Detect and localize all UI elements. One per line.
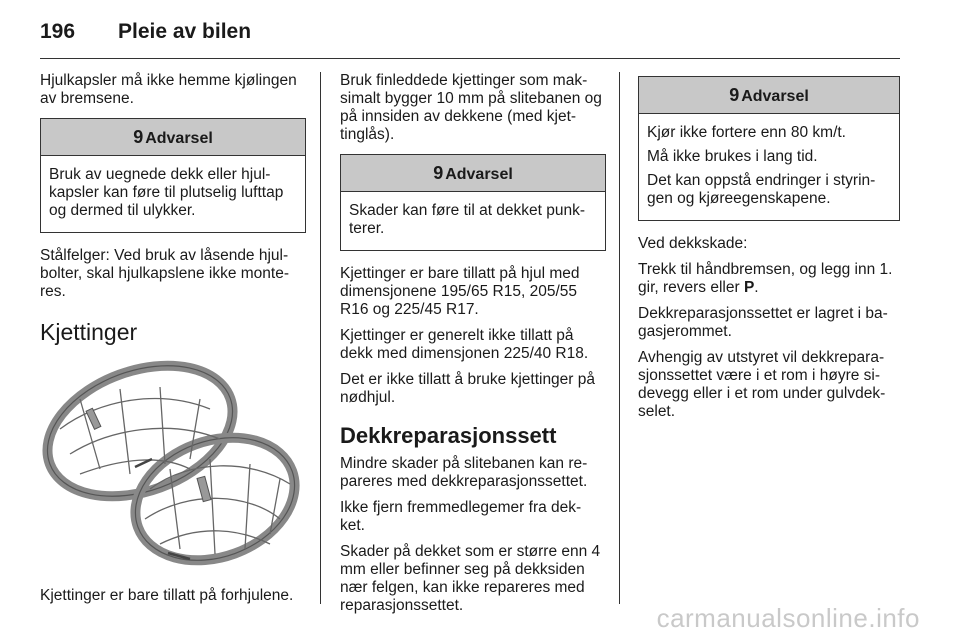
page-number: 196 <box>40 20 76 43</box>
chains-spec-text: Bruk finleddede kjettinger som mak-simalt bygger 10 mm på slitebanen og på innsiden av dekkene (med kjet-tinglås). <box>340 72 602 143</box>
warning-line: Det kan oppstå endringer i styrin-gen og kjøreegenskapene. <box>647 172 876 207</box>
page-header <box>40 20 251 44</box>
warning-header <box>639 77 899 114</box>
warning-icon: 9 <box>133 127 144 147</box>
warning-line: Må ikke brukes i lang tid. <box>647 148 818 165</box>
gear-p-label: P <box>743 279 755 296</box>
warning-title: Advarsel <box>445 166 513 183</box>
warning-box <box>638 76 900 221</box>
text-run: . <box>754 279 759 296</box>
paragraph: Dekkreparasjonssettet er lagret i ba-gasjerommet. <box>638 305 888 340</box>
warning-text: Skader kan føre til at dekket punk-terer. <box>349 202 586 237</box>
warning-title: Advarsel <box>741 88 809 105</box>
warning-title: Advarsel <box>145 130 213 147</box>
header-divider <box>40 58 900 59</box>
paragraph: Skader på dekket som er større enn 4 mm eller befinner seg på dekksiden nær felgen, kan ikke repareres med reparasjonssettet. <box>340 543 601 614</box>
warning-line: Kjør ikke fortere enn 80 km/t. <box>647 124 846 141</box>
page-title: Pleie av bilen <box>118 20 252 43</box>
warning-box <box>340 154 606 251</box>
column-3 <box>638 72 900 429</box>
warning-text: Bruk av uegnede dekk eller hjul-kapsler kan føre til plutselig lufttap og dermed til ulykker. <box>49 166 284 219</box>
paragraph: Det er ikke tillatt å bruke kjettinger på nødhjul. <box>340 371 596 406</box>
figure-caption: Kjettinger er bare tillatt på forhjulene. <box>40 587 294 604</box>
paragraph: Avhengig av utstyret vil dekkrepara-sjonssettet være i et rom i høyre si-devegg eller i et rom under gulvdek-selet. <box>638 349 886 420</box>
steel-rims-text: Stålfelger: Ved bruk av låsende hjul-bolter, skal hjulkapslene ikke monte-res. <box>40 247 289 300</box>
paragraph: Kjettinger er generelt ikke tillatt på dekk med dimensjonen 225/40 R18. <box>340 327 589 362</box>
watermark: carmanualsonline.info <box>656 603 920 633</box>
warning-box <box>40 118 306 233</box>
paragraph: Ikke fjern fremmedlegemer fra dek-ket. <box>340 499 582 534</box>
column-divider <box>320 72 321 604</box>
paragraph: Kjettinger er bare tillatt på hjul med dimensjonene 195/65 R15, 205/55 R16 og 225/45 R17. <box>340 265 580 318</box>
warning-icon: 9 <box>729 85 740 105</box>
section-heading-repair-kit: Dekkreparasjonssett <box>340 423 557 448</box>
column-divider <box>619 72 620 604</box>
warning-icon: 9 <box>433 163 444 183</box>
column-2 <box>340 72 606 623</box>
intro-text: Hjulkapsler må ikke hemme kjølingen av bremsene. <box>40 72 297 107</box>
snow-chains-illustration <box>40 359 302 569</box>
text-run: Trekk til håndbremsen, og legg inn 1. gir, revers eller <box>638 261 893 296</box>
paragraph: Ved dekkskade: <box>638 235 748 252</box>
section-heading-chains: Kjettinger <box>40 319 138 345</box>
warning-header <box>341 155 605 192</box>
paragraph: Mindre skader på slitebanen kan re-pareres med dekkreparasjonssettet. <box>340 455 588 490</box>
paragraph <box>638 261 900 297</box>
warning-header <box>41 119 305 156</box>
column-1 <box>40 72 306 613</box>
